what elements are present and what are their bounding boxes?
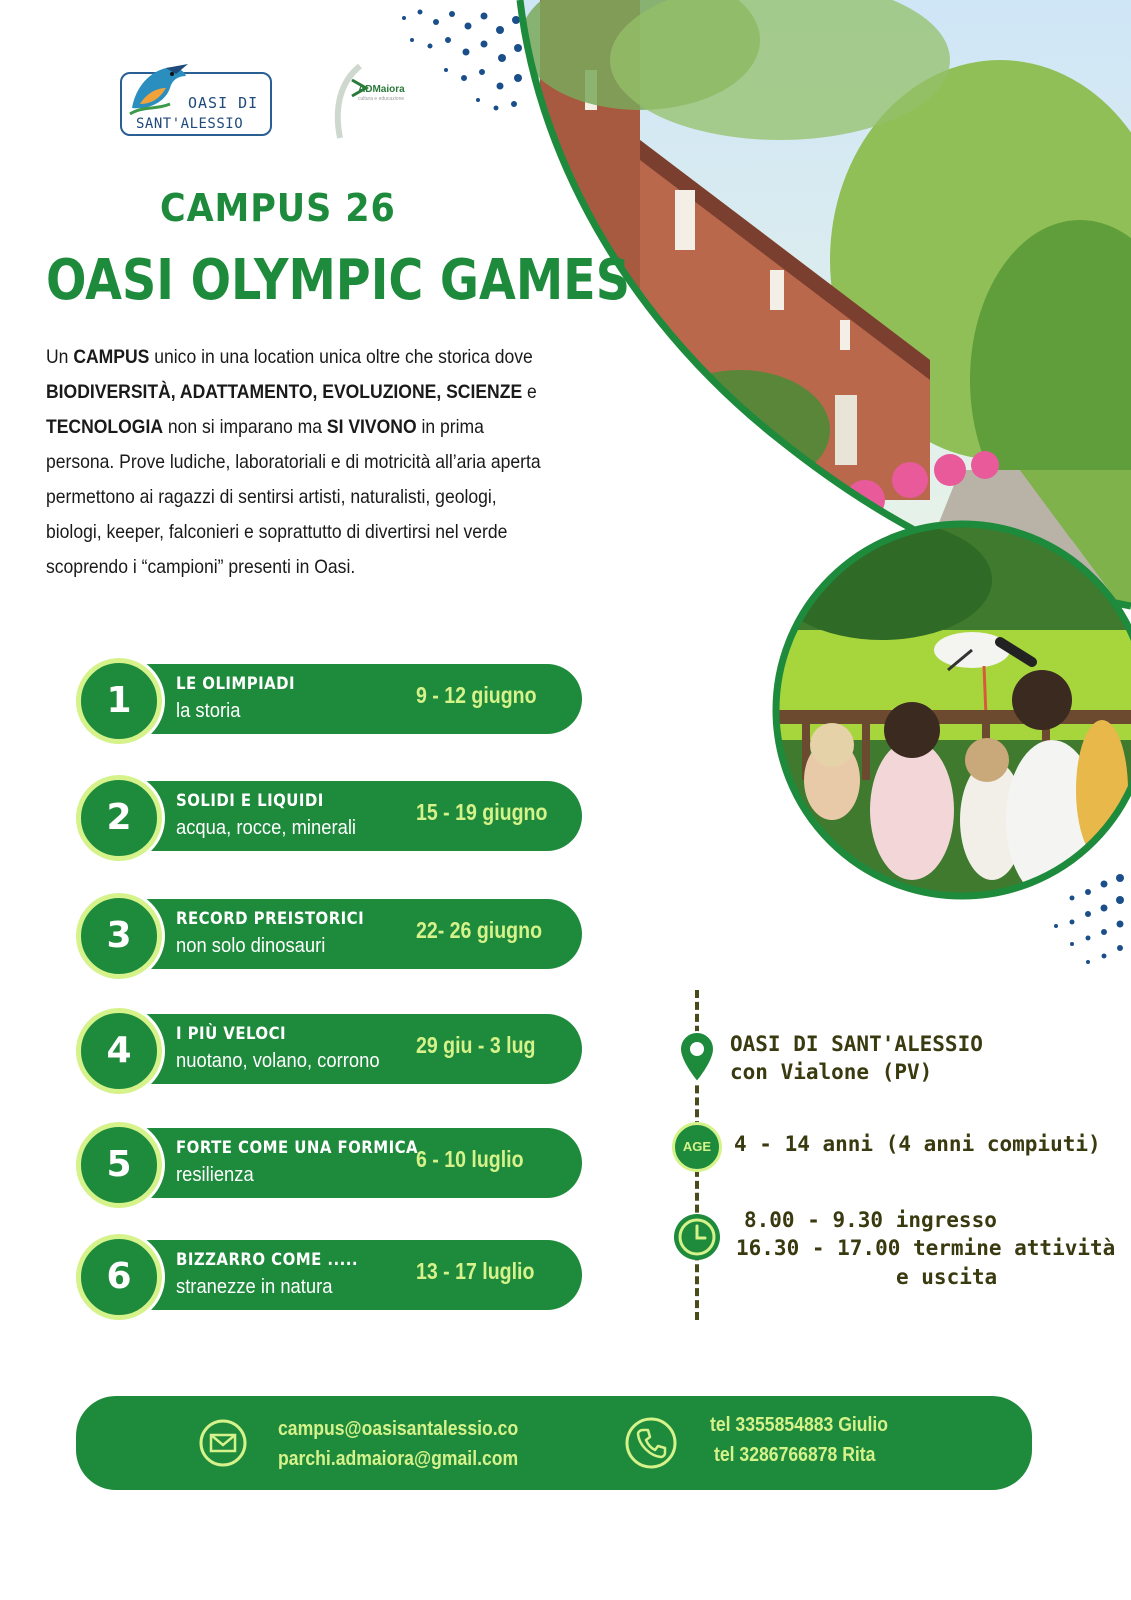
location-line2: con Vialone (PV)	[730, 1060, 933, 1084]
admaiora-name: ADMaiora	[358, 84, 405, 95]
week-title: I PIÙ VELOCI	[176, 1024, 286, 1044]
intro-paragraph: Un CAMPUS unico in una location unica oltre che storica dove BIODIVERSITÀ, ADATTAMENTO, EVOLUZIONE, SCIENZE e TECNOLOGIA non si imparano ma SI VIVONO in prima persona. Prove ludiche, laboratoriali e di motricità all’aria aperta permettono ai ragazzi di sentirsi artisti, naturalisti, geologi, biologi, keeper, falconieri e soprattutto di divertirsi nel verde scoprendo i “campioni” presenti in Oasi.	[46, 346, 541, 578]
envelope-icon	[198, 1418, 248, 1468]
week-title: BIZZARRO COME .....	[176, 1250, 358, 1270]
oasi-logo-line1: OASI DI	[188, 94, 259, 112]
kingfisher-icon	[126, 58, 190, 118]
week-dates: 9 - 12 giugno	[416, 682, 537, 708]
week-item	[76, 1008, 588, 1088]
week-number: 3	[76, 893, 162, 979]
email-link-admaiora[interactable]: parchi.admaiora@gmail.com	[278, 1448, 519, 1470]
week-item	[76, 1234, 588, 1314]
week-subtitle: nuotano, volano, corrono	[176, 1050, 380, 1072]
map-pin-icon	[678, 1030, 716, 1084]
week-dates: 22- 26 giugno	[416, 917, 543, 943]
phone-link-giulio[interactable]: tel 3355854883 Giulio	[710, 1414, 889, 1436]
week-number: 1	[76, 658, 162, 744]
week-dates: 13 - 17 luglio	[416, 1258, 535, 1284]
admaiora-swoosh-icon	[330, 62, 420, 142]
campus-label: CAMPUS 26	[160, 186, 396, 230]
week-item	[76, 893, 588, 973]
week-number: 6	[76, 1234, 162, 1320]
week-number: 4	[76, 1008, 162, 1094]
week-subtitle: acqua, rocce, minerali	[176, 817, 357, 839]
week-title: RECORD PREISTORICI	[176, 909, 365, 929]
week-title: LE OLIMPIADI	[176, 674, 296, 694]
week-subtitle: non solo dinosauri	[176, 935, 326, 957]
email-link-campus[interactable]: campus@oasisantalessio.co	[278, 1418, 519, 1440]
week-dates: 29 giu - 3 lug	[416, 1032, 536, 1058]
admaiora-logo	[330, 62, 420, 142]
week-subtitle: la storia	[176, 700, 241, 722]
time-exit-note: e uscita	[896, 1265, 998, 1289]
week-item	[76, 775, 588, 855]
admaiora-tagline: cultura e educazione	[358, 96, 405, 102]
week-item	[76, 658, 588, 738]
time-entry: 8.00 - 9.30 ingresso	[744, 1208, 997, 1232]
oasi-logo	[120, 72, 272, 136]
page-title: OASI OLYMPIC GAMES	[46, 248, 630, 313]
week-subtitle: stranezze in natura	[176, 1276, 333, 1298]
week-dates: 15 - 19 giugno	[416, 799, 548, 825]
clock-icon	[672, 1212, 722, 1262]
week-dates: 6 - 10 luglio	[416, 1146, 524, 1172]
age-icon: AGE	[672, 1122, 722, 1172]
time-exit: 16.30 - 17.00 termine attività	[736, 1236, 1116, 1260]
location-line1: OASI DI SANT'ALESSIO	[730, 1032, 983, 1056]
age-text: 4 - 14 anni (4 anni compiuti)	[734, 1132, 1101, 1156]
contact-bar	[76, 1396, 1032, 1490]
week-item	[76, 1122, 588, 1202]
stork-children-photo	[772, 520, 1131, 900]
phone-icon	[624, 1416, 678, 1470]
oasi-logo-line2: SANT'ALESSIO	[136, 116, 244, 132]
week-title: FORTE COME UNA FORMICA	[176, 1138, 419, 1158]
phone-link-rita[interactable]: tel 3286766878 Rita	[714, 1444, 876, 1466]
week-subtitle: resilienza	[176, 1164, 254, 1186]
week-number: 5	[76, 1122, 162, 1208]
halftone-dots-lower	[980, 870, 1131, 970]
halftone-dots	[402, 10, 522, 111]
week-number: 2	[76, 775, 162, 861]
week-title: SOLIDI E LIQUIDI	[176, 791, 324, 811]
